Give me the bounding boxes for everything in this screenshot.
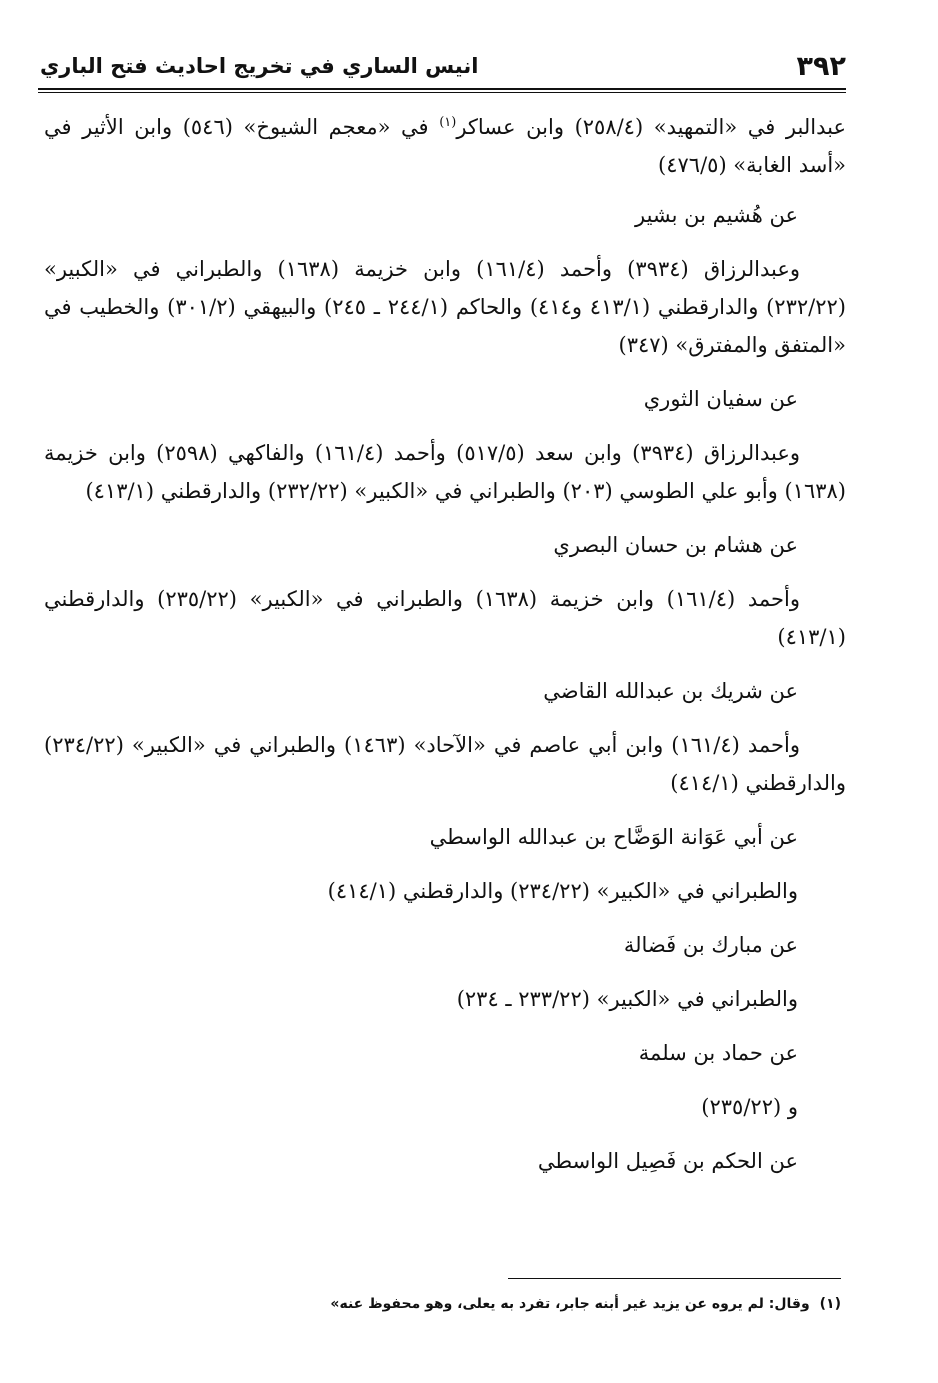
footnote-divider [508, 1278, 841, 1279]
narrator-heading: عن شريك بن عبدالله القاضي [543, 679, 798, 703]
footnote-text: وقال: لم يروه عن يزيد غير أبنه جابر، تفرد به يعلى، وهو محفوظ عنه» [330, 1296, 810, 1312]
citation-paragraph: وأحمد (١٦١/٤) وابن أبي عاصم في «الآحاد» (١٤٦٣) والطبراني في «الكبير» (٢٣٤/٢٢) والدارقطني (٤١٤/١) [44, 733, 846, 795]
narrator-heading: عن أبي عَوَانة الوَضَّاح بن عبدالله الواسطي [429, 825, 798, 849]
narrator-heading: عن هُشيم بن بشير [635, 203, 798, 227]
paragraph-continuation [44, 108, 846, 184]
citation-paragraph: والطبراني في «الكبير» (٢٣٤/٢٢) والدارقطني (٤١٤/١) [327, 879, 798, 903]
citation-paragraph: والطبراني في «الكبير» (٢٣٣/٢٢ ـ ٢٣٤) [456, 987, 798, 1011]
citation-paragraph: و (٢٣٥/٢٢) [701, 1095, 798, 1119]
narrator-heading: عن هشام بن حسان البصري [553, 533, 798, 557]
citation-paragraph: وعبدالرزاق (٣٩٣٤) وأحمد (١٦١/٤) وابن خزيمة (١٦٣٨) والطبراني في «الكبير» (٢٣٢/٢٢) والدارقطني (٤١٣/١ و٤١٤) والحاكم (٢٤٤/١ ـ ٢٤٥) والبيهقي (٣٠١/٢) والخطيب في «المتفق والمفترق» (٣٤٧) [44, 257, 846, 357]
citation-paragraph: وأحمد (١٦١/٤) وابن خزيمة (١٦٣٨) والطبراني في «الكبير» (٢٣٥/٢٢) والدارقطني (٤١٣/١) [44, 587, 846, 649]
header-divider [38, 88, 846, 93]
narrator-heading: عن حماد بن سلمة [638, 1041, 798, 1065]
running-title: انيس الساري في تخريج احاديث فتح الباري [40, 54, 479, 78]
narrator-heading: عن الحكم بن فَصِيل الواسطي [537, 1149, 798, 1173]
narrator-heading: عن سفيان الثوري [643, 387, 798, 411]
page-header [40, 46, 846, 86]
citation-paragraph: وعبدالرزاق (٣٩٣٤) وابن سعد (٥١٧/٥) وأحمد (١٦١/٤) والفاكهي (٢٥٩٨) وابن خزيمة (١٦٣٨) وأبو علي الطوسي (٢٠٣) والطبراني في «الكبير» (٢٣٢/٢٢) والدارقطني (٤١٣/١) [44, 441, 846, 503]
page-number: ٣٩٢ [796, 50, 846, 82]
footnote-mark: (١) [819, 1296, 841, 1312]
footnote-reference: (١) [439, 115, 457, 130]
paragraph-text: في «معجم الشيوخ» (٥٤٦) وابن الأثير في «أسد الغابة» (٤٧٦/٥) [44, 115, 846, 177]
paragraph-text: عبدالبر في «التمهيد» (٢٥٨/٤) وابن عساكر [456, 115, 846, 139]
narrator-heading: عن مبارك بن فَضالة [623, 933, 798, 957]
footnote [81, 1292, 841, 1316]
page-body [44, 108, 846, 1180]
